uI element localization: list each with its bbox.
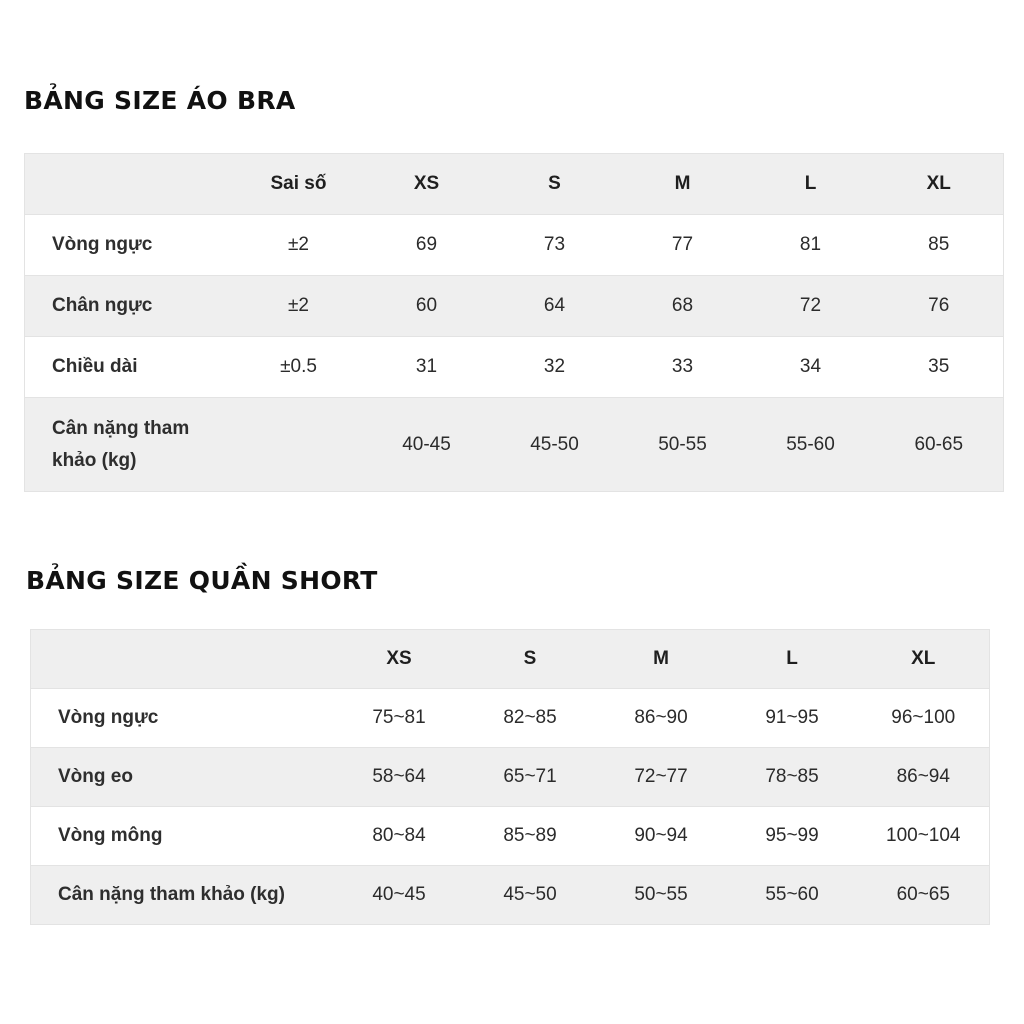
table-cell: 45~50 <box>465 866 596 925</box>
bra-size-title: BẢNG SIZE ÁO BRA <box>24 86 296 115</box>
table-cell <box>235 398 363 492</box>
row-label: Cân nặng tham khảo (kg) <box>25 398 235 492</box>
table-cell: 100~104 <box>858 807 990 866</box>
table-cell: ±2 <box>235 215 363 276</box>
table-cell: 72~77 <box>596 748 727 807</box>
header-cell-empty <box>31 630 334 689</box>
table-cell: 60 <box>363 276 491 337</box>
table-cell: 35 <box>875 337 1004 398</box>
table-cell: 68 <box>619 276 747 337</box>
table-cell: 86~90 <box>596 689 727 748</box>
row-label: Chiều dài <box>25 337 235 398</box>
table-row <box>25 398 1004 492</box>
table-cell: 58~64 <box>334 748 465 807</box>
table-cell: 50~55 <box>596 866 727 925</box>
table-cell: 73 <box>491 215 619 276</box>
table-header-row <box>31 630 990 689</box>
table-row <box>31 689 990 748</box>
table-row <box>25 215 1004 276</box>
table-cell: 96~100 <box>858 689 990 748</box>
row-label: Vòng ngực <box>31 689 334 748</box>
table-cell: 80~84 <box>334 807 465 866</box>
table-cell: ±0.5 <box>235 337 363 398</box>
header-cell-s: S <box>465 630 596 689</box>
header-cell-m: M <box>596 630 727 689</box>
table-cell: 91~95 <box>727 689 858 748</box>
header-cell-xl: XL <box>875 154 1004 215</box>
table-cell: 95~99 <box>727 807 858 866</box>
table-cell: 85~89 <box>465 807 596 866</box>
short-size-title: BẢNG SIZE QUẦN SHORT <box>26 566 378 595</box>
table-cell: 64 <box>491 276 619 337</box>
header-cell-xs: XS <box>334 630 465 689</box>
table-cell: 85 <box>875 215 1004 276</box>
table-row <box>25 337 1004 398</box>
table-row <box>31 748 990 807</box>
header-cell-m: M <box>619 154 747 215</box>
table-cell: 65~71 <box>465 748 596 807</box>
header-cell-xl: XL <box>858 630 990 689</box>
bra-size-table <box>24 153 1004 492</box>
table-cell: 40~45 <box>334 866 465 925</box>
table-row <box>31 807 990 866</box>
header-cell-l: L <box>727 630 858 689</box>
row-label: Cân nặng tham khảo (kg) <box>31 866 334 925</box>
table-cell: 86~94 <box>858 748 990 807</box>
table-cell: 82~85 <box>465 689 596 748</box>
table-cell: 69 <box>363 215 491 276</box>
table-row <box>31 866 990 925</box>
table-cell: 90~94 <box>596 807 727 866</box>
table-cell: ±2 <box>235 276 363 337</box>
table-cell: 81 <box>747 215 875 276</box>
table-cell: 75~81 <box>334 689 465 748</box>
table-cell: 33 <box>619 337 747 398</box>
table-cell: 76 <box>875 276 1004 337</box>
table-row <box>25 276 1004 337</box>
header-cell-l: L <box>747 154 875 215</box>
header-cell-tolerance: Sai số <box>235 154 363 215</box>
table-cell: 55~60 <box>727 866 858 925</box>
table-cell: 78~85 <box>727 748 858 807</box>
header-cell-s: S <box>491 154 619 215</box>
table-cell: 55-60 <box>747 398 875 492</box>
table-cell: 32 <box>491 337 619 398</box>
table-cell: 50-55 <box>619 398 747 492</box>
table-cell: 60~65 <box>858 866 990 925</box>
table-cell: 72 <box>747 276 875 337</box>
header-cell-xs: XS <box>363 154 491 215</box>
row-label: Vòng eo <box>31 748 334 807</box>
table-header-row <box>25 154 1004 215</box>
table-cell: 31 <box>363 337 491 398</box>
table-cell: 34 <box>747 337 875 398</box>
row-label: Chân ngực <box>25 276 235 337</box>
table-cell: 60-65 <box>875 398 1004 492</box>
row-label: Vòng mông <box>31 807 334 866</box>
header-cell-empty <box>25 154 235 215</box>
table-cell: 40-45 <box>363 398 491 492</box>
table-cell: 77 <box>619 215 747 276</box>
table-cell: 45-50 <box>491 398 619 492</box>
short-size-table <box>30 629 990 925</box>
row-label: Vòng ngực <box>25 215 235 276</box>
